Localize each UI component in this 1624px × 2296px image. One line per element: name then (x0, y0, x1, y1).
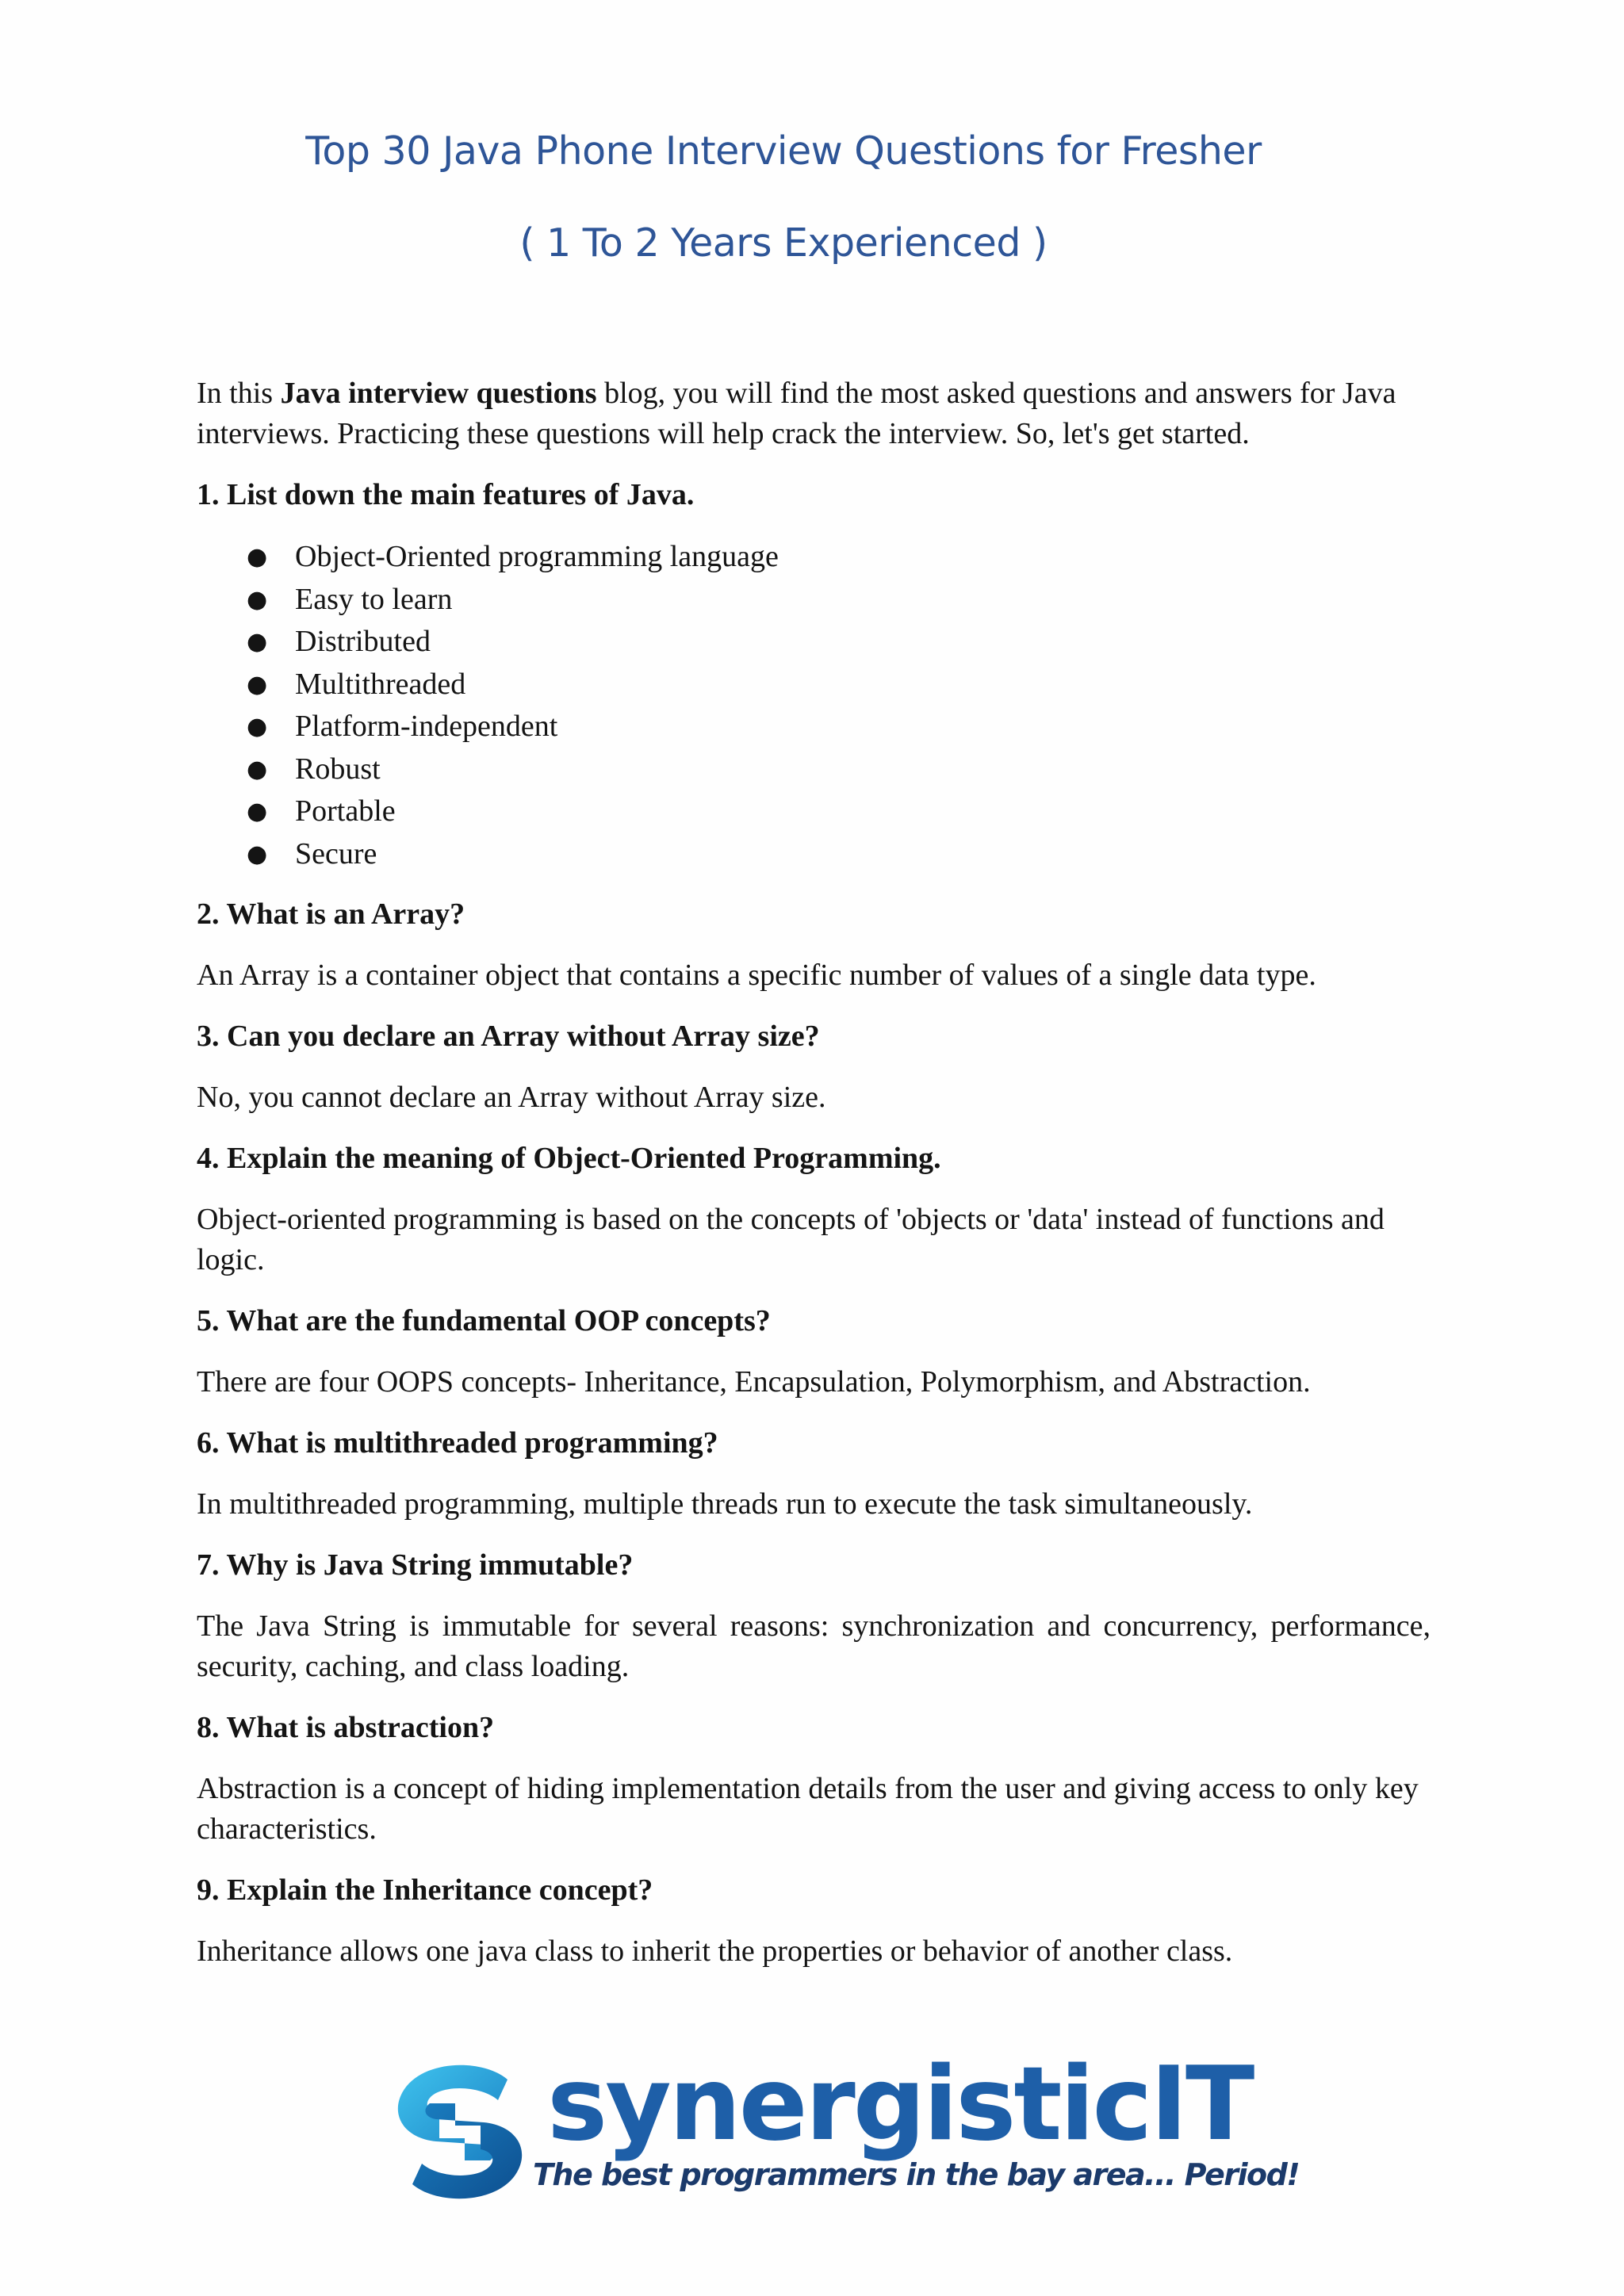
list-item: ● Secure (197, 833, 1431, 876)
answer-paragraph: No, you cannot declare an Array without Array size. (197, 1081, 826, 1114)
synergisticit-s-logo-icon (389, 2062, 531, 2202)
list-item: ● Object-Oriented programming language (197, 536, 1431, 579)
answer-paragraph: In multithreaded programming, multiple threads run to execute the task simultaneously. (197, 1487, 1253, 1521)
answer-paragraph: The Java String is immutable for several reasons: synchronization and concurrency, performance, security, caching, and class loading. (197, 1609, 1431, 1683)
answer-paragraph: Abstraction is a concept of hiding implementation details from the user and giving access to only key characteristics. (197, 1772, 1419, 1846)
question-heading: 2. What is an Array? (197, 897, 465, 931)
bullet-icon: ● (247, 713, 268, 740)
logo-wordmark: synergisticIT (547, 2045, 1253, 2164)
list-item: ● Distributed (197, 621, 1431, 664)
question-heading: 8. What is abstraction? (197, 1711, 495, 1744)
answer-paragraph: An Array is a container object that contains a specific number of values of a single data type. (197, 959, 1316, 992)
list-item: ● Portable (197, 790, 1431, 833)
bullet-icon: ● (247, 670, 268, 698)
bullet-icon: ● (247, 585, 268, 614)
bullet-icon: ● (247, 798, 268, 825)
question-heading: 3. Can you declare an Array without Array size? (197, 1020, 820, 1053)
feature-list (197, 536, 1431, 875)
question-heading: 7. Why is Java String immutable? (197, 1548, 634, 1582)
list-item: ● Easy to learn (197, 579, 1431, 622)
bullet-icon: ● (247, 840, 268, 868)
question-heading: 1. List down the main features of Java. (197, 478, 695, 511)
synergisticit-logo (389, 2045, 1300, 2208)
question-heading: 9. Explain the Inheritance concept? (197, 1873, 653, 1907)
list-item: ● Platform-independent (197, 706, 1431, 748)
answer-paragraph: There are four OOPS concepts- Inheritance, Encapsulation, Polymorphism, and Abstraction. (197, 1365, 1311, 1399)
list-item: ● Multithreaded (197, 664, 1431, 706)
answer-paragraph: Object-oriented programming is based on the concepts of 'objects or 'data' instead of functions and logic. (197, 1203, 1385, 1276)
bullet-icon: ● (247, 543, 268, 571)
document-subtitle: ( 1 To 2 Years Experienced ) (519, 220, 1048, 266)
document-title: Top 30 Java Phone Interview Questions for Fresher (305, 128, 1262, 174)
intro-paragraph: In this Java interview questions blog, you will find the most asked questions and answers for Java interviews. Practicing these questions will help crack the interview. So, let's get started. (197, 377, 1396, 450)
intro-bold-phrase: Java interview questions (280, 377, 597, 410)
document-body (197, 373, 1431, 1992)
logo-tagline: The best programmers in the bay area... Period! (533, 2157, 1300, 2192)
question-heading: 6. What is multithreaded programming? (197, 1426, 718, 1460)
bullet-icon: ● (247, 628, 268, 656)
question-heading: 4. Explain the meaning of Object-Oriented Programming. (197, 1142, 941, 1175)
question-heading: 5. What are the fundamental OOP concepts? (197, 1304, 771, 1337)
answer-paragraph: Inheritance allows one java class to inherit the properties or behavior of another class. (197, 1934, 1233, 1968)
bullet-icon: ● (247, 755, 268, 783)
list-item: ● Robust (197, 748, 1431, 791)
